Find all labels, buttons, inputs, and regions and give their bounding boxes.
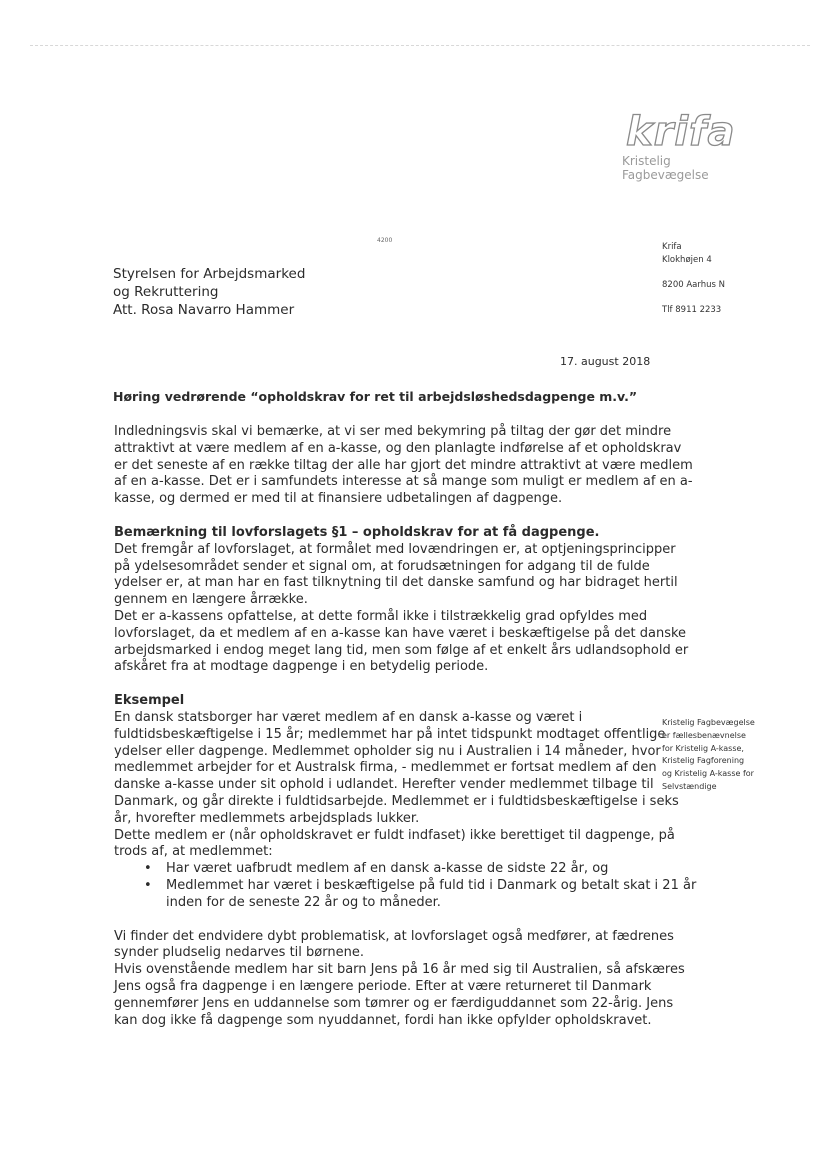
- text-line: Danmark, og går direkte i fuldtidsarbejde. Medlemmet er i fuldtidsbeskæftigelse i seks: [114, 793, 679, 809]
- text-line: er det seneste af en række tiltag der alle har gjort det mindre attraktivt at være medlem: [114, 457, 693, 473]
- sidenote-line: Selvstændige: [662, 781, 717, 791]
- text-line: attraktivt at være medlem af en a-kasse, og den planlagte indførelse af et opholdskrav: [114, 440, 682, 456]
- text-line: synder pludselig nedarves til børnene.: [114, 945, 364, 961]
- sidebar-note: [662, 717, 755, 794]
- recipient-line: Styrelsen for Arbejdsmarked: [113, 266, 306, 282]
- text-line: Det er a-kassens opfattelse, at dette formål ikke i tilstrækkelig grad opfyldes med: [114, 608, 648, 624]
- text-line: Indledningsvis skal vi bemærke, at vi ser med bekymring på tiltag der gør det mindre: [114, 424, 672, 439]
- recipient-line: og Rekruttering: [113, 284, 219, 300]
- text-line: afskåret fra at modtage dagpenge i en betydelig periode.: [114, 659, 489, 675]
- text-line: år, hvorefter medlemmets arbejdsplads lukker.: [114, 810, 420, 826]
- text-line: arbejdsmarked i endog meget lang tid, men som følge af et enkelt års udlandsophold er: [114, 642, 689, 658]
- sender-name: Krifa: [662, 242, 682, 252]
- text-line: Hvis ovenstående medlem har sit barn Jens på 16 år med sig til Australien, så afskæres: [114, 962, 685, 978]
- bullet-dot: •: [144, 877, 152, 893]
- logo-tagline: Kristelig Fagbevægelse: [622, 154, 709, 182]
- text-line: trods af, at medlemmet:: [114, 844, 273, 860]
- bullet-item: [114, 877, 697, 895]
- intro-paragraph: [114, 424, 693, 508]
- text-line: gennem en længere årrække.: [114, 592, 308, 608]
- sidenote-line: og Kristelig A-kasse for: [662, 769, 754, 779]
- text-line: kan dog ikke få dagpenge som nyuddannet, fordi han ikke opfylder opholdskravet.: [114, 1012, 652, 1028]
- text-line: medlemmet arbejder for et Australsk firma, - medlemmet er fortsat medlem af den: [114, 760, 657, 776]
- sidenote-line: Kristelig Fagbevægelse: [662, 718, 755, 727]
- text-line: Dette medlem er (når opholdskravet er fuldt indfaset) ikke berettiget til dagpenge, på: [114, 827, 675, 843]
- section-paragraph-1: [114, 524, 689, 676]
- sidenote-line: for Kristelig A-kasse,: [662, 743, 744, 753]
- text-line: kasse, og dermed er med til at finansiere udbetalingen af dagpenge.: [114, 491, 563, 507]
- text-line: fuldtidsbeskæftigelse i 15 år; medlemmet har på intet tidspunkt modtaget offentlige: [114, 726, 666, 742]
- sender-address: [662, 241, 725, 317]
- bullet-item: [114, 861, 644, 878]
- sidenote-line: er fællesbenævnelse: [662, 730, 746, 740]
- text-line: danske a-kasse under sit ophold i udlandet. Herefter vender medlemmet tilbage til: [114, 777, 654, 793]
- text-line: Det fremgår af lovforslaget, at formålet med lovændringen er, at optjeningsprincipper: [114, 541, 676, 557]
- text-line: Jens også fra dagpenge i en længere periode. Efter at være returneret til Danmark: [114, 978, 652, 994]
- text-line: ydelser eller dagpenge. Medlemmet opholder sig nu i Australien i 14 måneder, hvor: [114, 743, 661, 759]
- text-line: En dansk statsborger har været medlem af en dansk a-kasse og været i: [114, 709, 583, 725]
- closing-paragraph: [114, 928, 685, 1030]
- bullet-continuation: inden for de seneste 22 år og to måneder.: [166, 894, 441, 910]
- text-line: på ydelsesområdet sender et signal om, at forudsætningen for adgang til de fulde: [114, 558, 650, 574]
- bullet-text: Medlemmet har været i beskæftigelse på fuld tid i Danmark og betalt skat i 21 år: [166, 877, 697, 893]
- letter-subject: Høring vedrørende “opholdskrav for ret til arbejdsløshedsdagpenge m.v.”: [113, 389, 638, 404]
- section-heading: Bemærkning til lovforslagets §1 – opholdskrav for at få dagpenge.: [114, 524, 600, 540]
- sender-phone: Tlf 8911 2233: [662, 305, 722, 315]
- sidenote-line: Kristelig Fagforening: [662, 756, 745, 766]
- logo-wordmark: krifa: [626, 109, 736, 155]
- text-line: lovforslaget, da et medlem af en a-kasse kan have været i beskæftigelse på det danske: [114, 625, 687, 641]
- bullet-text: Har været uafbrudt medlem af en dansk a-kasse de sidste 22 år, og: [166, 861, 609, 877]
- top-scan-line: [30, 45, 810, 46]
- bullet-dot: •: [144, 861, 152, 877]
- recipient-line: Att. Rosa Navarro Hammer: [113, 302, 295, 318]
- page-number: 4200: [377, 237, 393, 244]
- letter-date: 17. august 2018: [560, 355, 651, 368]
- krifa-logo: [622, 109, 757, 182]
- text-line: Vi finder det endvidere dybt problematisk, at lovforslaget også medfører, at fædrenes: [114, 928, 674, 944]
- text-line: ydelser er, at man har en fast tilknytning til det danske samfund og har bidraget hertil: [114, 575, 678, 591]
- example-heading: Eksempel: [114, 693, 185, 709]
- recipient-address: [113, 265, 305, 319]
- sender-city: 8200 Aarhus N: [662, 280, 725, 290]
- sender-street: Klokhøjen 4: [662, 255, 712, 265]
- text-line: gennemfører Jens en uddannelse som tømrer og er færdiguddannet som 22-årig. Jens: [114, 995, 674, 1011]
- text-line: af en a-kasse. Det er i samfundets interesse at så mange som muligt er medlem af en a-: [114, 474, 693, 490]
